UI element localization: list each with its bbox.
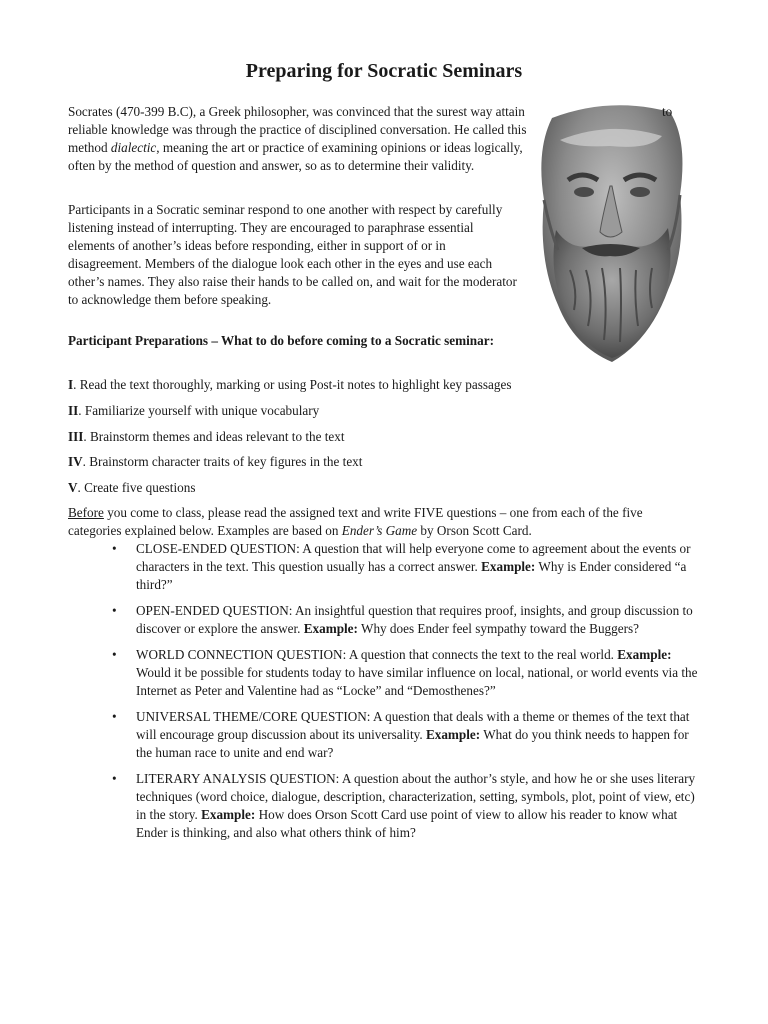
step-text: . Read the text thoroughly, marking or using Post-it notes to highlight key passages — [73, 377, 512, 392]
intro-paragraph-2: Participants in a Socratic seminar respond to one another with respect by carefully listening instead of interrupting. They are encouraged to paraphrase essential elements of another’s ideas before responding, either in support of or in disagreement. Members of the dialogue look each other in the eyes and use each other’s names. They also raise their hands to be called on, and wait for the moderator to acknowledge them before speaking. — [68, 202, 517, 307]
step-text: . Brainstorm themes and ideas relevant to the text — [83, 429, 345, 444]
example-label: Example: — [303, 621, 358, 636]
category-description: WORLD CONNECTION QUESTION: A question that connects the text to the real world. — [136, 647, 618, 662]
list-item — [108, 602, 698, 638]
category-example: What do you think needs to happen for the human race to unite and end war? — [136, 727, 689, 760]
step-item — [68, 428, 345, 446]
example-label: Example: — [425, 727, 481, 742]
before-text: you come to class, please read the assigned text and write FIVE questions – one from each of the five categories explained below. Examples are based on — [68, 505, 643, 538]
intro-paragraph-1 — [68, 103, 536, 175]
example-label: Example: — [201, 807, 256, 822]
category-description: CLOSE-ENDED QUESTION: A question that will help everyone come to agreement about the events or characters in the text. This question usually has a correct answer. — [136, 541, 691, 574]
example-label: Example: — [481, 559, 536, 574]
step-item — [68, 402, 319, 420]
step-item — [68, 453, 362, 471]
step-numeral: V — [68, 480, 78, 495]
step-numeral: II — [68, 403, 79, 418]
category-example: Would it be possible for students today to have similar influence on local, national, or world events via the Internet as Peter and Valentine had as “Locke” and “Demosthenes?” — [136, 665, 698, 698]
socrates-bust-image — [530, 100, 690, 368]
book-title: Ender’s Game — [341, 523, 418, 538]
category-description: OPEN-ENDED QUESTION: An insightful question that requires proof, insights, and group discussion to discover or explore the answer. — [136, 603, 693, 636]
step-numeral: I — [68, 377, 74, 392]
example-label: Example: — [617, 647, 672, 662]
category-example: Why is Ender considered “a third?” — [136, 559, 687, 592]
step-item — [68, 479, 195, 497]
page-title: Preparing for Socratic Seminars — [245, 60, 523, 82]
bullet-icon: • — [112, 709, 117, 724]
intro-sentence-end: , meaning the art or practice of examining opinions or ideas logically, often by the method of question and answer, so as to determine their validity. — [68, 140, 523, 173]
category-description: LITERARY ANALYSIS QUESTION: A question about the author’s style, and how he or she uses literary techniques (word choice, dialogue, description, characterization, setting, symbols, plot, point of view, etc) in the story. — [136, 771, 696, 822]
question-categories-list — [108, 540, 698, 850]
socrates-bust-drawing — [530, 100, 690, 368]
intro-word-to: to — [662, 104, 673, 119]
step-item — [68, 376, 511, 394]
list-item — [108, 540, 698, 594]
step-numeral: III — [68, 429, 84, 444]
step-text: . Familiarize yourself with unique vocabulary — [78, 403, 320, 418]
step-text: . Create five questions — [77, 480, 196, 495]
intro-sentence-start: Socrates (470-399 B.C), a Greek philosopher, was convinced that the surest way — [68, 104, 493, 119]
list-item — [108, 646, 698, 700]
step-numeral: IV — [68, 454, 83, 469]
list-item — [108, 770, 698, 842]
category-example: How does Orson Scott Card use point of view to allow his reader to know what Ender is thinking, and also what others think of him? — [136, 807, 678, 840]
list-item — [108, 708, 698, 762]
step-text: . Brainstorm character traits of key figures in the text — [82, 454, 363, 469]
before-text-end: by Orson Scott Card. — [417, 523, 532, 538]
category-description: UNIVERSAL THEME/CORE QUESTION: A question that deals with a theme or themes of the text that will encourage group discussion about its universality. — [136, 709, 690, 742]
bullet-icon: • — [112, 541, 117, 556]
intro-sentence-continued: attain reliable knowledge was through the practice of disciplined conversation. He called this method — [68, 104, 527, 155]
preparations-heading: Participant Preparations – What to do before coming to a Socratic seminar: — [68, 333, 494, 348]
before-underlined: Before — [68, 505, 104, 520]
category-example: Why does Ender feel sympathy toward the Buggers? — [357, 621, 639, 636]
bullet-icon: • — [112, 647, 117, 662]
bullet-icon: • — [112, 771, 117, 786]
before-class-instructions — [68, 504, 688, 540]
dialectic-term: dialectic — [110, 140, 157, 155]
bullet-icon: • — [112, 603, 117, 618]
